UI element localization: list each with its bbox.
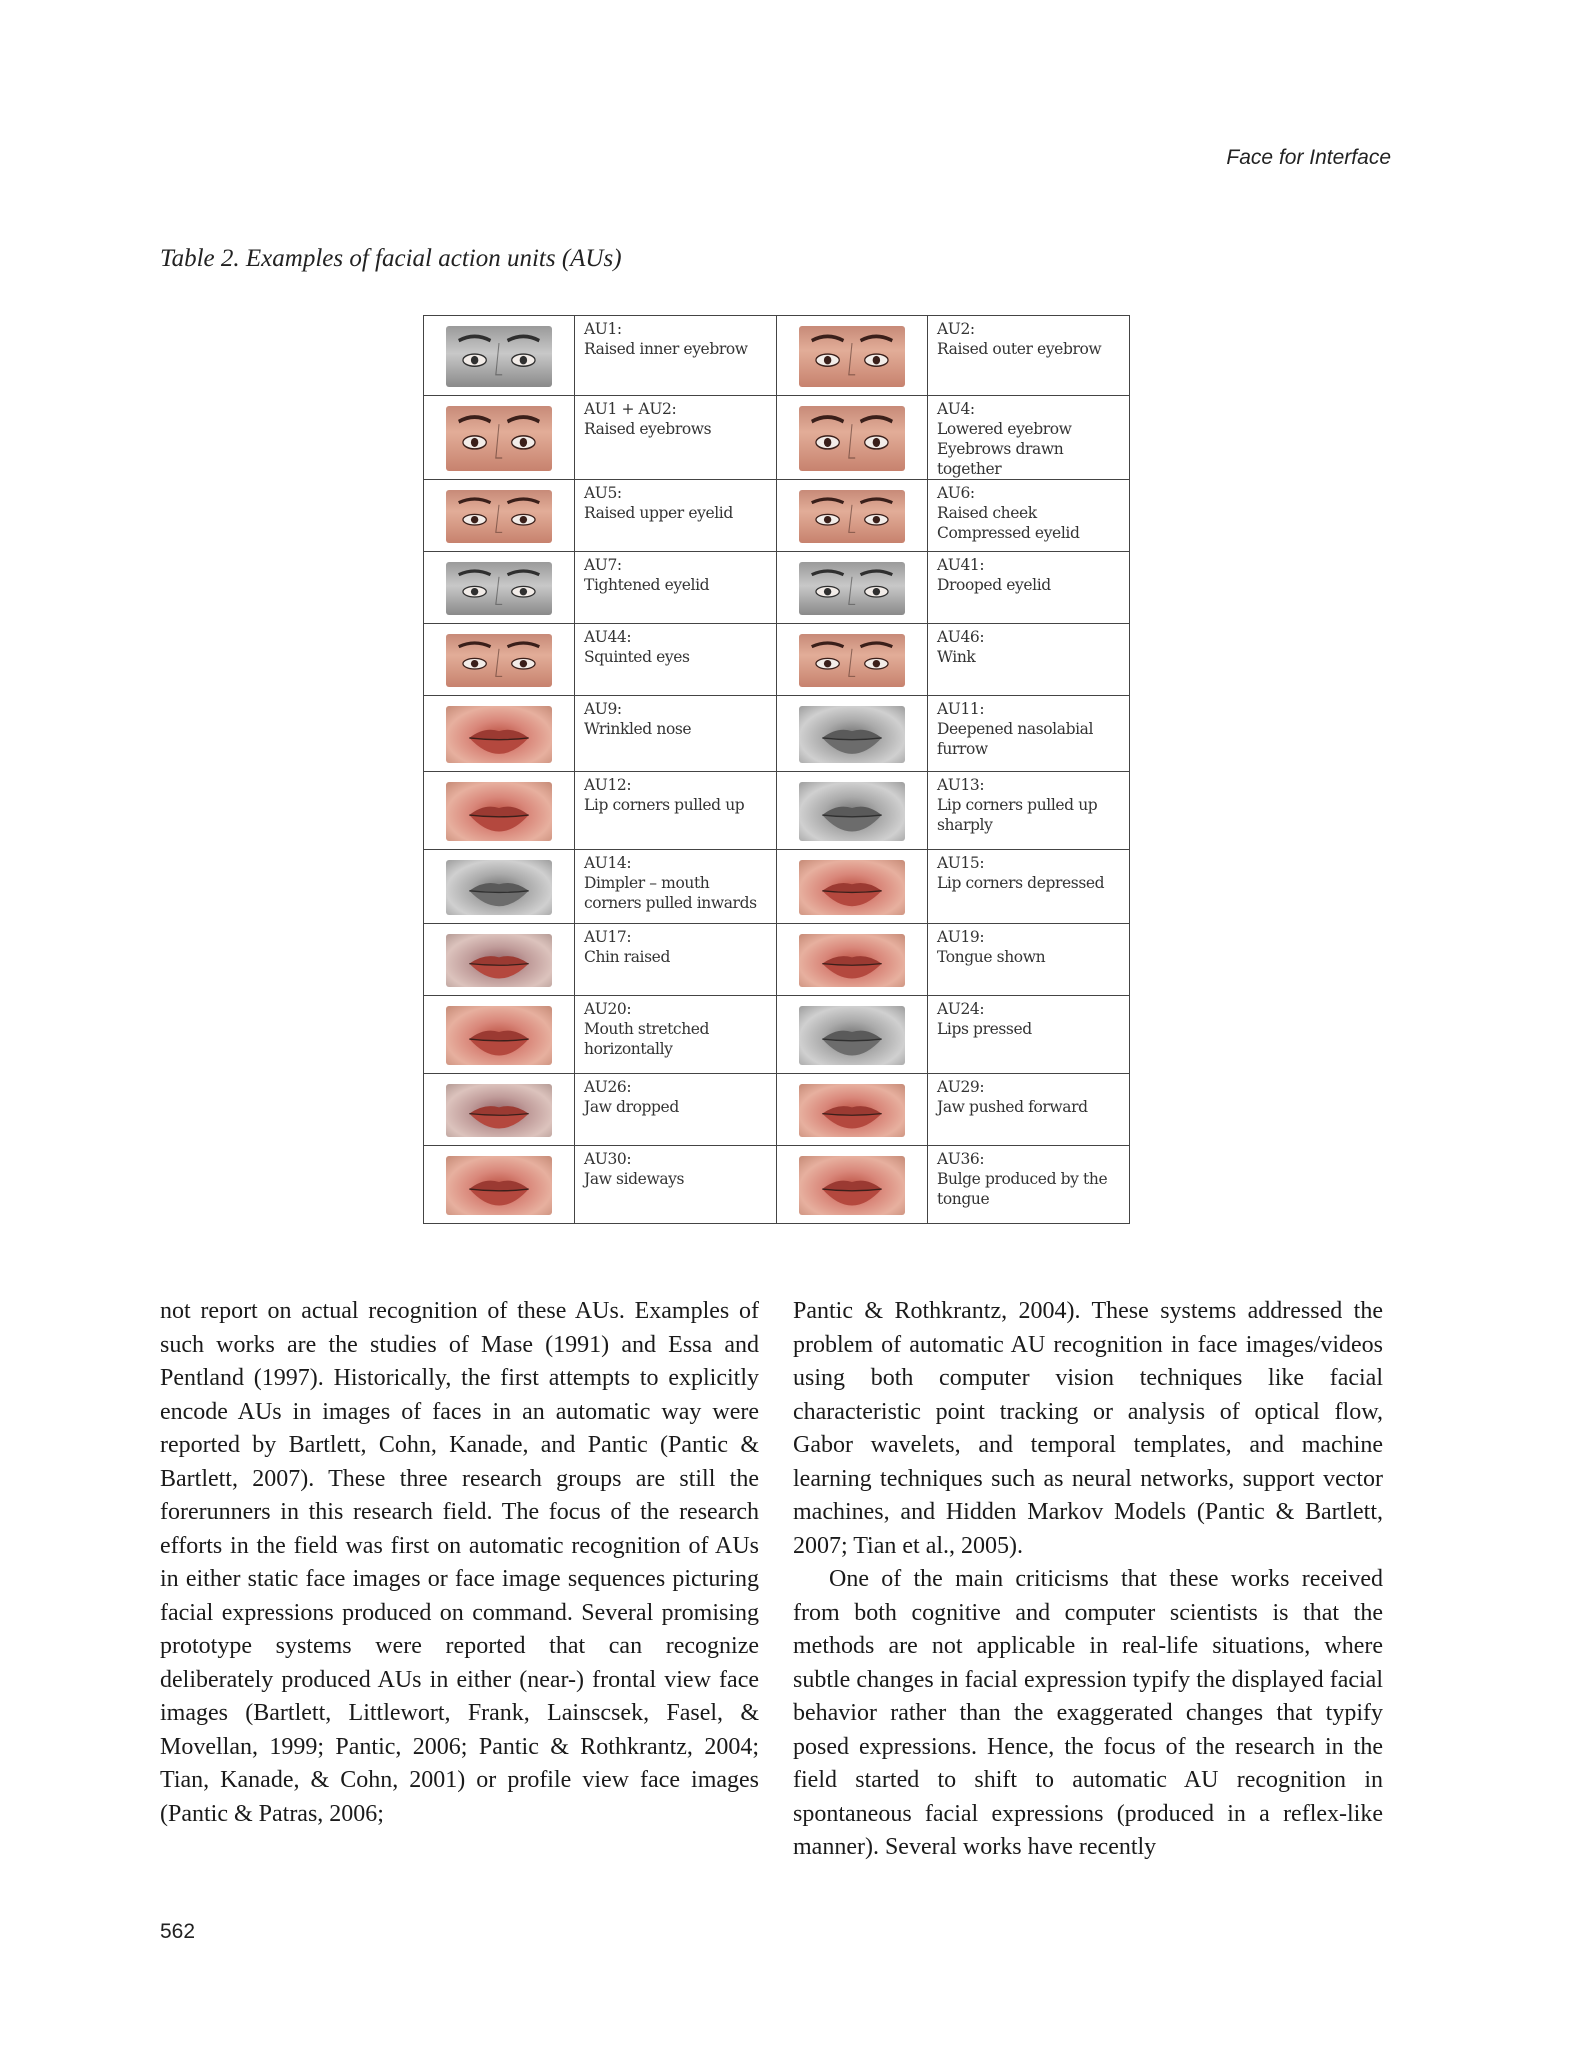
au-description: Wrinkled nose — [584, 720, 692, 738]
mouth-region-icon — [446, 1084, 552, 1137]
au-description: Raised cheek — [937, 504, 1037, 522]
au-label-cell — [928, 624, 1130, 696]
au-description: Compressed eyelid — [937, 524, 1080, 542]
au-label-cell — [575, 396, 777, 480]
au-face-image — [446, 326, 552, 387]
au-code: AU19: — [937, 928, 985, 946]
au-image-cell — [777, 552, 928, 624]
au-description: Chin raised — [584, 948, 670, 966]
au-face-image — [799, 326, 905, 387]
au-code: AU12: — [584, 776, 632, 794]
eyes-region-icon — [446, 406, 552, 471]
au-description: sharply — [937, 816, 993, 834]
au-image-cell — [777, 1074, 928, 1146]
au-description: corners pulled inwards — [584, 894, 757, 912]
au-image-cell — [777, 850, 928, 924]
au-image-cell — [424, 396, 575, 480]
body-right-column — [793, 1295, 1383, 1865]
au-label-cell — [575, 696, 777, 772]
au-image-cell — [424, 552, 575, 624]
au-code: AU41: — [937, 556, 985, 574]
au-code: AU24: — [937, 1000, 985, 1018]
mouth-region-icon — [799, 1006, 905, 1065]
au-image-cell — [777, 396, 928, 480]
mouth-region-icon — [446, 706, 552, 763]
au-face-image — [799, 860, 905, 915]
au-face-image — [799, 782, 905, 841]
running-head: Face for Interface — [1226, 146, 1391, 169]
mouth-region-icon — [799, 782, 905, 841]
au-face-image — [446, 706, 552, 763]
au-label-cell — [928, 996, 1130, 1074]
au-face-image — [446, 1006, 552, 1065]
au-face-image — [799, 490, 905, 543]
au-description: Raised inner eyebrow — [584, 340, 748, 358]
au-description: Tightened eyelid — [584, 576, 710, 594]
au-face-image — [446, 406, 552, 471]
au-code: AU11: — [937, 700, 985, 718]
au-image-cell — [424, 772, 575, 850]
mouth-region-icon — [799, 1156, 905, 1215]
eyes-region-icon — [446, 562, 552, 615]
au-face-image — [446, 934, 552, 987]
au-face-image — [446, 782, 552, 841]
au-image-cell — [777, 1146, 928, 1224]
table-row — [424, 924, 1130, 996]
au-image-cell — [424, 996, 575, 1074]
eyes-region-icon — [446, 490, 552, 543]
table-row — [424, 316, 1130, 396]
table-row — [424, 696, 1130, 772]
au-image-cell — [424, 480, 575, 552]
au-code: AU4: — [937, 400, 975, 418]
au-label-cell — [575, 924, 777, 996]
au-description: Lips pressed — [937, 1020, 1032, 1038]
au-description: Squinted eyes — [584, 648, 690, 666]
au-label-cell — [575, 316, 777, 396]
au-code: AU29: — [937, 1078, 985, 1096]
au-label-cell — [575, 624, 777, 696]
au-code: AU46: — [937, 628, 985, 646]
mouth-region-icon — [446, 782, 552, 841]
eyes-region-icon — [799, 406, 905, 471]
table-caption: Table 2. Examples of facial action units (AUs) — [160, 245, 622, 272]
body-paragraph: not report on actual recognition of these AUs. Examples of such works are the studies of Mase (1991) and Essa and Pentland (1997). Historically, the first attempts to explicitly encode AUs in images of faces in an automatic way were reported by Bartlett, Cohn, Kanade, and Pantic (Pantic & Bartlett, 2007). These three research groups are still the forerunners in this research field. The focus of the research efforts in the field was first on automatic recognition of AUs in either static face images or face image sequences picturing facial expressions produced on command. Several promising prototype systems were reported that can recognize deliberately produced AUs in either (near-) frontal view face images (Bartlett, Littlewort, Frank, Lainscsek, Fasel, & Movellan, 1999; Pantic, 2006; Pantic & Rothkrantz, 2004; Tian, Kanade, & Cohn, 2001) or profile view face images (Pantic & Patras, 2006; — [160, 1298, 759, 1827]
au-label-cell — [575, 480, 777, 552]
au-code: AU36: — [937, 1150, 985, 1168]
au-description: tongue — [937, 1190, 990, 1208]
au-description: Drooped eyelid — [937, 576, 1051, 594]
au-code: AU9: — [584, 700, 622, 718]
mouth-region-icon — [799, 706, 905, 763]
mouth-region-icon — [446, 1006, 552, 1065]
au-label-cell — [928, 1146, 1130, 1224]
au-label-cell — [928, 480, 1130, 552]
mouth-region-icon — [446, 860, 552, 915]
eyes-region-icon — [799, 562, 905, 615]
au-label-cell — [928, 924, 1130, 996]
table-row — [424, 552, 1130, 624]
body-paragraph: One of the main criticisms that these works received from both cognitive and computer scientists is that the methods are not applicable in real-life situations, where subtle changes in facial expression typify the displayed facial behavior rather than the exaggerated changes that typify posed expressions. Hence, the focus of the research in the field started to shift to automatic AU recognition in spontaneous facial expressions (produced in a reflex-like manner). Several works have recently — [793, 1566, 1383, 1860]
au-description: Mouth stretched — [584, 1020, 710, 1038]
au-face-image — [799, 634, 905, 687]
au-label-cell — [575, 1146, 777, 1224]
mouth-region-icon — [799, 860, 905, 915]
au-face-image — [799, 934, 905, 987]
au-face-image — [446, 1084, 552, 1137]
au-code: AU26: — [584, 1078, 632, 1096]
mouth-region-icon — [799, 934, 905, 987]
au-label-cell — [928, 850, 1130, 924]
au-image-cell — [424, 924, 575, 996]
au-image-cell — [424, 624, 575, 696]
au-code: AU20: — [584, 1000, 632, 1018]
au-image-cell — [424, 850, 575, 924]
au-description: Jaw dropped — [584, 1098, 679, 1116]
au-label-cell — [928, 696, 1130, 772]
mouth-region-icon — [799, 1084, 905, 1137]
au-description: Wink — [937, 648, 976, 666]
au-description: Deepened nasolabial furrow — [937, 720, 1094, 758]
au-label-cell — [928, 396, 1130, 480]
au-code: AU14: — [584, 854, 632, 872]
au-face-image — [446, 490, 552, 543]
table-row — [424, 996, 1130, 1074]
au-face-image — [799, 706, 905, 763]
au-description: Lip corners depressed — [937, 874, 1105, 892]
mouth-region-icon — [446, 934, 552, 987]
au-face-image — [799, 1156, 905, 1215]
au-code: AU30: — [584, 1150, 632, 1168]
au-face-image — [799, 1084, 905, 1137]
au-description: Jaw sideways — [584, 1170, 685, 1188]
table-row — [424, 396, 1130, 480]
au-code: AU17: — [584, 928, 632, 946]
au-code: AU44: — [584, 628, 632, 646]
body-left-column — [160, 1295, 759, 1831]
au-image-cell — [424, 1146, 575, 1224]
au-description: Dimpler – mouth — [584, 874, 710, 892]
au-description: Eyebrows drawn together — [937, 440, 1064, 478]
au-face-image — [446, 562, 552, 615]
au-image-cell — [777, 316, 928, 396]
table-row — [424, 480, 1130, 552]
mouth-region-icon — [446, 1156, 552, 1215]
au-description: Raised eyebrows — [584, 420, 712, 438]
au-label-cell — [575, 996, 777, 1074]
eyes-region-icon — [446, 326, 552, 387]
au-face-image — [446, 634, 552, 687]
au-code: AU5: — [584, 484, 622, 502]
au-code: AU6: — [937, 484, 975, 502]
au-code: AU1 + AU2: — [584, 400, 677, 418]
au-image-cell — [777, 996, 928, 1074]
au-label-cell — [575, 1074, 777, 1146]
au-label-cell — [928, 1074, 1130, 1146]
page-number: 562 — [160, 1920, 196, 1943]
au-description: Lip corners pulled up — [937, 796, 1098, 814]
eyes-region-icon — [799, 326, 905, 387]
au-code: AU2: — [937, 320, 975, 338]
au-description: Lip corners pulled up — [584, 796, 745, 814]
au-code: AU1: — [584, 320, 622, 338]
au-code: AU15: — [937, 854, 985, 872]
au-label-cell — [575, 552, 777, 624]
table-row — [424, 1074, 1130, 1146]
au-image-cell — [777, 772, 928, 850]
au-face-image — [799, 1006, 905, 1065]
au-label-cell — [575, 850, 777, 924]
eyes-region-icon — [799, 634, 905, 687]
table-row — [424, 850, 1130, 924]
au-face-image — [446, 1156, 552, 1215]
au-description: Raised upper eyelid — [584, 504, 733, 522]
table-row — [424, 624, 1130, 696]
au-image-cell — [777, 924, 928, 996]
table-row — [424, 772, 1130, 850]
au-image-cell — [424, 696, 575, 772]
table-row — [424, 1146, 1130, 1224]
au-description: horizontally — [584, 1040, 673, 1058]
au-image-cell — [424, 316, 575, 396]
au-face-image — [446, 860, 552, 915]
au-label-cell — [928, 552, 1130, 624]
au-label-cell — [928, 316, 1130, 396]
eyes-region-icon — [446, 634, 552, 687]
eyes-region-icon — [799, 490, 905, 543]
au-description: Tongue shown — [937, 948, 1046, 966]
au-description: Bulge produced by the — [937, 1170, 1108, 1188]
au-description: Jaw pushed forward — [937, 1098, 1088, 1116]
au-label-cell — [575, 772, 777, 850]
au-face-image — [799, 562, 905, 615]
au-description: Raised outer eyebrow — [937, 340, 1102, 358]
au-image-cell — [777, 696, 928, 772]
au-image-cell — [424, 1074, 575, 1146]
au-code: AU7: — [584, 556, 622, 574]
action-units-table-body — [424, 316, 1130, 1224]
au-image-cell — [777, 480, 928, 552]
au-label-cell — [928, 772, 1130, 850]
au-code: AU13: — [937, 776, 985, 794]
action-units-table — [423, 315, 1130, 1224]
au-description: Lowered eyebrow — [937, 420, 1072, 438]
au-image-cell — [777, 624, 928, 696]
au-face-image — [799, 406, 905, 471]
body-paragraph: Pantic & Rothkrantz, 2004). These systems addressed the problem of automatic AU recognition in face images/videos using both computer vision techniques like facial characteristic point tracking or analysis of optical flow, Gabor wavelets, and temporal templates, and machine learning techniques such as neural networks, support vector machines, and Hidden Markov Models (Pantic & Bartlett, 2007; Tian et al., 2005). — [793, 1298, 1383, 1559]
